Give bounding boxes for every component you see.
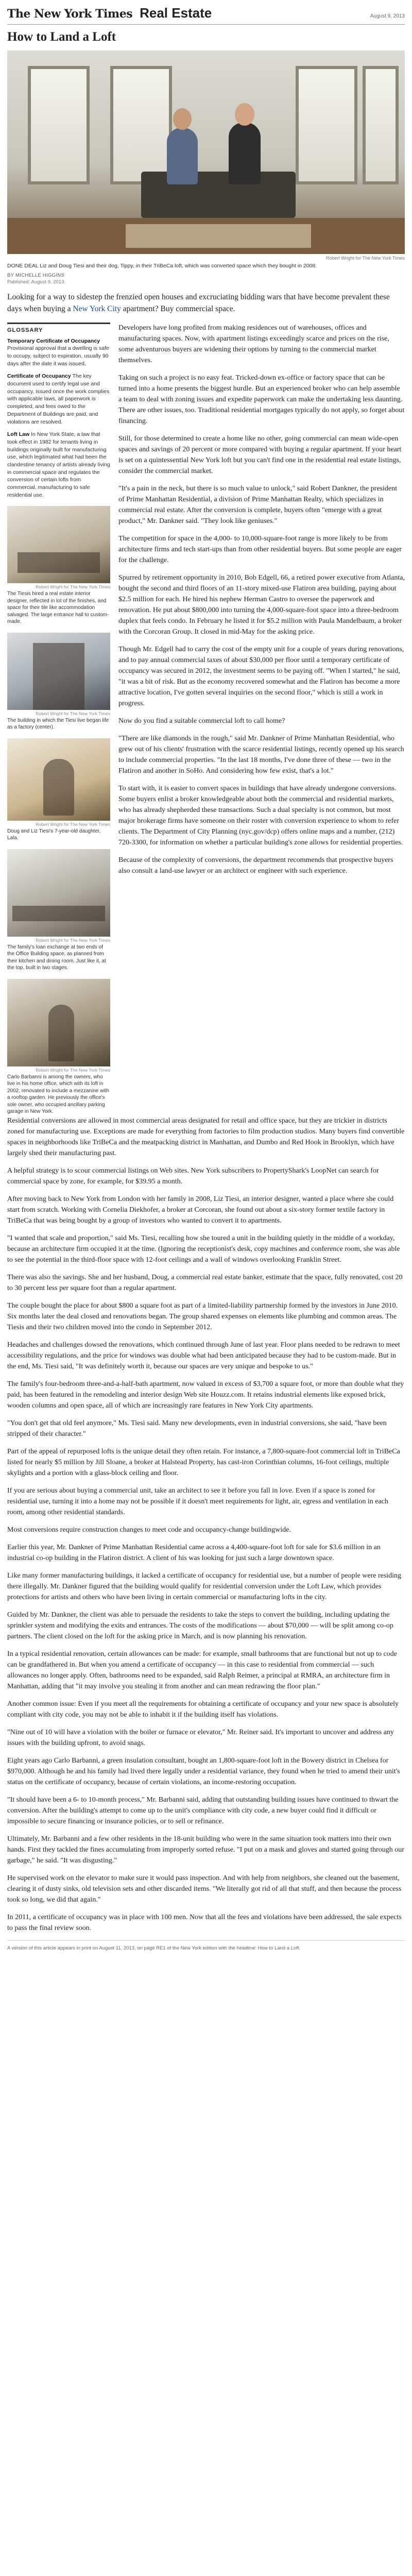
body-paragraph: The competition for space in the 4,000- to 10,000-square-foot range is more likely to be from architecture firms and tech start-ups than from other residential buyers. But some people are eager for the challenge. — [118, 534, 402, 564]
side-photo-caption: The building in which the Tiesi live began life as a factory (center). — [7, 717, 109, 731]
photo-building — [33, 643, 84, 710]
body-paragraph: Spurred by retirement opportunity in 2010, Bob Edgell, 66, a retired power executive from Atlanta, bought the second and third floors of an 11-story mixed-use Flatiron area building, paying about $2.5 million for each. He hired his nephew Herman Castro to oversee the paperwork and renovation. He put about $800,000 into turning the 4,000-square-foot space into a three-bedroom duplex that feels condo. In February he listed it for $5.2 million with Paula Mandelbaum, a broker with the Corcoran Group. It closed in mid-May for the asking price. — [118, 573, 405, 636]
body-paragraph: Another common issue: Even if you meet all the requirements for obtaining a certificate of occupancy and your new space is absolutely compliant with city code, you may not be able to inhabit it if the building itself has violations. — [7, 1700, 399, 1719]
body-paragraph: Ultimately, Mr. Barbanni and a few other residents in the 18-unit building who were in the same situation took matters into their own hands. First they tackled the fines accumulating from improperly sorted refuse. "I put on a mask and gloves and started going through our garbage," he said. "It was disgusting." — [7, 1835, 404, 1865]
body-paragraph: "I wanted that scale and proportion," said Ms. Tiesi, recalling how she toured a unit in the building quietly in the middle of a workday, because an architecture firm occupied it at the time. (Ignoring the receptionist's desk, copy machines and conference room, she was able to see the potential in the third-floor space with 12-foot ceilings and a wall of windows overlooking Franklin Street. — [7, 1234, 400, 1264]
body-paragraph: Guided by Mr. Dankner, the client was able to persuade the residents to take the steps to convert the building, including updating the sprinkler system and modifying the exits and entrances. The costs of the modifications — about $70,000 — will be split among co-op partners. The client closed on the loft for the asking price in March, and is now planning his renovation. — [7, 1611, 393, 1640]
side-photo-credit: Robert Wright for The New York Times — [36, 710, 110, 716]
photo-furniture — [18, 552, 100, 573]
photo-person-head — [235, 103, 254, 126]
body-paragraph: "There are like diamonds in the rough," said Mr. Dankner of Prime Manhattan Residential, who grew out of his clients' frustration with the scarce residential listings, recently opened up his search to include commercial properties. "In the last 18 months, I've done three of these — two in the Flatiron and another in SoHo. And considering how few exist, that's a lot." — [118, 734, 404, 775]
body-paragraph: Now do you find a suitable commercial loft to call home? — [118, 717, 285, 725]
side-photo-credit: Robert Wright for The New York Times — [36, 584, 110, 590]
glossary-term: Temporary Certificate of Occupancy — [7, 337, 100, 344]
glossary-item — [7, 431, 110, 499]
body-paragraph: Still, for those determined to create a home like no other, going commercial can mean wide-open spaces and savings of 20 percent or more compared with buying a regular apartment. If your heart is set on a quintessential New York loft but you can't find one in the residential real estate listings, consider the commercial market. — [118, 434, 402, 475]
body-paragraph: Residential conversions are allowed in most commercial areas designated for retail and office space, but they are trickier in districts zoned for manufacturing use. Exceptions are made for everything from factories to film production studios. Many buyers find convertible spaces in neighborhoods like TriBeCa and the meatpacking district in Manhattan, and Dumbo and Red Hook in Brooklyn, which have largely shed their manufacturing past. — [7, 1116, 405, 1157]
hero-caption: DONE DEAL Liz and Doug Tiesi and their dog, Tippy, in their TriBeCa loft, which was converted space which they bought in 2008. — [7, 263, 317, 269]
body-paragraph: Most conversions require construction changes to meet code and occupancy-change buildingwide. — [7, 1526, 291, 1534]
photo-rug — [126, 224, 311, 248]
lede-text: apartment? Buy commercial space. — [121, 304, 235, 314]
body-paragraph: A helpful strategy is to scour commercial listings on Web sites. New York subscribers to PropertyShark's LoopNet can search for commercial space by zone, for example, for $39.95 a month. — [7, 1166, 379, 1185]
glossary-definition: Provisional approval that a dwelling is safe to occupy, subject to expiration, usually 90 days after the date it was issued. — [7, 345, 109, 367]
side-photo[interactable] — [7, 633, 110, 710]
side-photo-caption: The family's loan exchange at two ends of the Office Building space, as planned from their kitchen and dining room. Just like it, at the top, built in two stages. — [7, 944, 106, 971]
photo-window — [28, 66, 90, 184]
side-photo-caption: Doug and Liz Tiesi's 7-year-old daughter, Lala. — [7, 828, 101, 841]
printed-date: August 9, 2013 — [370, 13, 405, 19]
photo-window — [296, 66, 357, 184]
body-paragraph: Like many former manufacturing buildings, it lacked a certificate of occupancy for residential use, but a number of people were residing there illegally. Mr. Dankner figured that the building would qualify for residential conversion under the Loft Law, which provides protections for artists and others who have been living in certain commercial or manufacturing lofts in the city. — [7, 1571, 402, 1601]
side-photo[interactable] — [7, 738, 110, 821]
body-paragraph: "It should have been a 6- to 10-month process," Mr. Barbanni said, adding that outstanding building issues have continued to thwart the conversion. After the building's attempt to come up to the unit's compliance with city code, a new buyer could find it difficult or impossible to secure financing or insurance policies, or to sell or refinance. — [7, 1795, 399, 1825]
photo-sofa — [141, 172, 296, 218]
glossary-item — [7, 337, 110, 368]
body-paragraph: After moving back to New York from London with her family in 2008, Liz Tiesi, an interior designer, wanted a place where she could start from scratch. Working with Cornelia Diekhofer, a broker at Corcoran, she found out about a six-story former textile factory in TriBeCa that was being bought by a group of investors who wanted to convert it to apartments. — [7, 1195, 394, 1225]
body-paragraph: The couple bought the place for about $800 a square foot as part of a limited-liability partnership formed by the investors in June 2010. Six months later the deal closed and renovations began. The group shared expenses on elements like plumbing and common areas. The Tiesis and their two children moved into the condo in September 2012. — [7, 1301, 398, 1331]
body-paragraph: If you are serious about buying a commercial unit, take an architect to see it before you fall in love. Even if a space is zoned for residential use, turning it into a home may not be possible if it doesn't meet requirements for light, air, egress and ventilation in each room, among other residential standards. — [7, 1486, 388, 1516]
side-photo[interactable] — [7, 979, 110, 1066]
body-paragraph: "Nine out of 10 will have a violation with the boiler or furnace or elevator," Mr. Reiner said. It's important to uncover and address any issues with the building upfront, to avoid snags. — [7, 1728, 394, 1747]
glossary-item — [7, 372, 110, 426]
glossary-term: Certificate of Occupancy — [7, 373, 71, 380]
body-paragraph: "It's a pain in the neck, but there is so much value to unlock," said Robert Dankner, the president of Prime Manhattan Residential, a division of Prime Manhattan Realty, which specializes in commercial real estate. After the conversion is complete, buyers often "emerge with a great product," Mr. Dankner said. "They look like geniuses." — [118, 484, 397, 525]
body-paragraph: Eight years ago Carlo Barbanni, a green insulation consultant, bought an 1,800-square-foot loft in the Bowery district in Chelsea for $970,000. Although he and his family had lived there legally under a residential variance, they found when he tried to amend their unit's status on the certificate of occupancy, because of certain violations, an income-restoring occupation. — [7, 1756, 400, 1786]
side-photo[interactable] — [7, 506, 110, 583]
side-photo-caption: The Tiesis hired a real estate interior designer, reflected in lot of the finishes, and space for their tile like accommodation salvaged. The large entrance hall to custom-made. — [7, 591, 109, 625]
dateline: Published: August 9, 2013 — [7, 279, 64, 285]
body-paragraph: There was also the savings. She and her husband, Doug, a commercial real estate banker, estimate that the space, fully renovated, cost 20 to 30 percent less per square foot than a regular apartment. — [7, 1273, 403, 1292]
body-paragraph: "You don't get that old feel anymore," Ms. Tiesi said. Many new developments, even in industrial conversions, she said, "have been stripped of their character." — [7, 1419, 387, 1438]
body-paragraph: He supervised work on the elevator to make sure it would pass inspection. And with help from neighbors, she cleaned out the basement, clearing it of dusty sinks, old television sets and other discarded items. "We literally got rid of all that stuff, and then because the process took so long, we did that again." — [7, 1874, 402, 1904]
nyt-logo[interactable]: The New York Times — [7, 7, 133, 21]
article-headline: How to Land a Loft — [7, 30, 116, 44]
side-photo-caption: Carlo Barbanni is among the owners, who live in his home office, which with its loft in 2002, renovated to include a mezzanine with a rooftop garden. He previously the office's sole owner, who occupied ancillary parking garage in New York. — [7, 1074, 109, 1115]
body-paragraph: Because of the complexity of conversions, the department recommends that prospective buyers also consult a land-use lawyer or an architect or engineer with such experience. — [118, 856, 393, 875]
body-paragraph: Headaches and challenges dowsed the renovations, which continued through June of last year. Floor plans needed to be redrawn to meet accessibility regulations, and the price for windows was double what had been anticipated because they had to be custom-made. But in the end, Ms. Tiesi said, "It was definitely worth it, because our spaces are very unique and bespoke to us." — [7, 1341, 400, 1370]
masthead — [7, 5, 405, 25]
byline: BY MICHELLE HIGGINS — [7, 273, 65, 279]
photo-person — [48, 1005, 74, 1061]
hero-credit: Robert Wright for The New York Times — [325, 256, 405, 261]
glossary-definition: The key document used to certify legal use and occupancy, issued once the work complies with applicable laws, all paperwork is completed, and fees owed to the Department of Buildings are paid, and violations are resolved. — [7, 373, 110, 425]
article-columns — [7, 323, 405, 1115]
body-paragraph: Developers have long profited from making residences out of warehouses, offices and manufacturing spaces. Now, with apartment listings exceedingly scarce and prices on the rise, some adventurous buyers are widening their options by turning to the commercial market themselves. — [118, 324, 389, 364]
body-paragraph: In 2011, a certificate of occupancy was in place with 100 men. Now that all the fees and violations have been addressed, the sale expects to pass the final review soon. — [7, 1913, 402, 1932]
glossary-definition: In New York State, a law that took effect in 1982 for tenants living in buildings originally built for manufacturing use, which legitimated what had been the clandestine tenancy of artists already living in commercial space and regulates the conversion of certain lofts from commercial, manufacturing to safe residential use. — [7, 431, 110, 498]
body-paragraph: In a typical residential renovation, certain allowances can be made: for example, small bathrooms that are functional but not up to code can be grandfathered in. But when you amend a certificate of occupancy — in this case to residential from commercial — such allowances no longer apply. Often, bathrooms need to be expanded, said Ralph Reimer, a principal at RMRA, an architecture firm in Manhattan, adding that "it may involve you stealing it from another and can mean redrawing the floor plan." — [7, 1650, 397, 1690]
photo-person — [167, 128, 198, 184]
section-title[interactable]: Real Estate — [140, 5, 212, 21]
article-lede — [7, 291, 405, 315]
side-photo-credit: Robert Wright for The New York Times — [36, 937, 110, 943]
photo-window — [363, 66, 399, 184]
glossary-title: GLOSSARY — [7, 323, 110, 333]
body-paragraph: To start with, it is easier to convert spaces in buildings that have already undergone conversions. Some buyers enlist a broker knowledgeable about both the commercial and residential markets, who has already shepherded these transactions. Such a dual specialty is not common, but most major brokerage firms have someone on their roster with conversion experience to whom to refer clients. The Department of City Planning (nyc.gov/dcp) offers online maps and a number, (212) 720-3300, for information on whether a particular building's zone allows for residential properties. — [118, 784, 403, 846]
side-photo-credit: Robert Wright for The New York Times — [36, 1067, 110, 1073]
lede-text: Looking for a way to sidestep the frenzied open houses and excruciating bidding wars that have become prevalent these days when buying a — [7, 293, 390, 314]
photo-person-head — [173, 108, 192, 130]
new-york-city-link[interactable]: New York City — [73, 304, 121, 314]
glossary-term: Loft Law — [7, 431, 30, 438]
body-paragraph: Taking on such a project is no easy feat. Tricked-down ex-office or factory space that can be turned into a home presents the biggest hurdle. But an experienced broker who can help assemble a team to deal with zoning issues and expedite paperwork can make the undertaking less daunting. There are other issues, too. Traditional residential mortgages typically do not apply, so forget about financing. — [118, 374, 405, 425]
article-body-column — [118, 323, 405, 1115]
photo-person — [229, 123, 261, 184]
article-body-full — [7, 1115, 405, 1934]
sidebar — [7, 323, 110, 1115]
body-paragraph: The family's four-bedroom three-and-a-half-bath apartment, now valued in excess of $3,700 a square foot, or more than double what they paid, has been featured in the remodeling and interior design Web site Houzz.com. It retains industrial elements like exposed brick, wooden columns and open space, all of which are increasingly rare features in New York City apartments. — [7, 1380, 404, 1410]
hero-photo — [7, 50, 405, 254]
photo-furniture — [12, 906, 105, 921]
body-paragraph: Part of the appeal of repurposed lofts is the unique detail they often retain. For instance, a 7,800-square-foot commercial loft in TriBeCa listed for nearly $5 million by Jill Sloane, a broker at Halstead Property, has cast-iron Corinthian columns, 16-foot ceilings, multiple skylights and a portion with a glass-block ceiling and floor. — [7, 1447, 400, 1477]
body-paragraph: Though Mr. Edgell had to carry the cost of the empty unit for a couple of years during renovations, and to pay annual commercial taxes of about $30,000 per floor until a temporary certificate of occupancy was secured in 2012, the investment seems to be paying off. "When I started," he said, "it was a bit of risk. But as the economy recovered somewhat and the Flatiron has become a more attractive location, I've gotten several inquiries on the second floor," which is still a work in progress. — [118, 645, 404, 707]
print-version-note: A version of this article appears in print on August 11, 2013, on page RE1 of the New York edition with the headline: How to Land a Loft. — [7, 1940, 405, 1952]
body-paragraph: Earlier this year, Mr. Dankner of Prime Manhattan Residential came across a 4,400-square-foot loft for sale for $3.6 million in an industrial co-op building in the Flatiron district. A client of his was looking for just such a large downtown space. — [7, 1543, 381, 1562]
photo-person — [43, 759, 74, 816]
side-photo-credit: Robert Wright for The New York Times — [36, 821, 110, 827]
side-photo[interactable] — [7, 849, 110, 937]
photo-window — [110, 66, 172, 184]
